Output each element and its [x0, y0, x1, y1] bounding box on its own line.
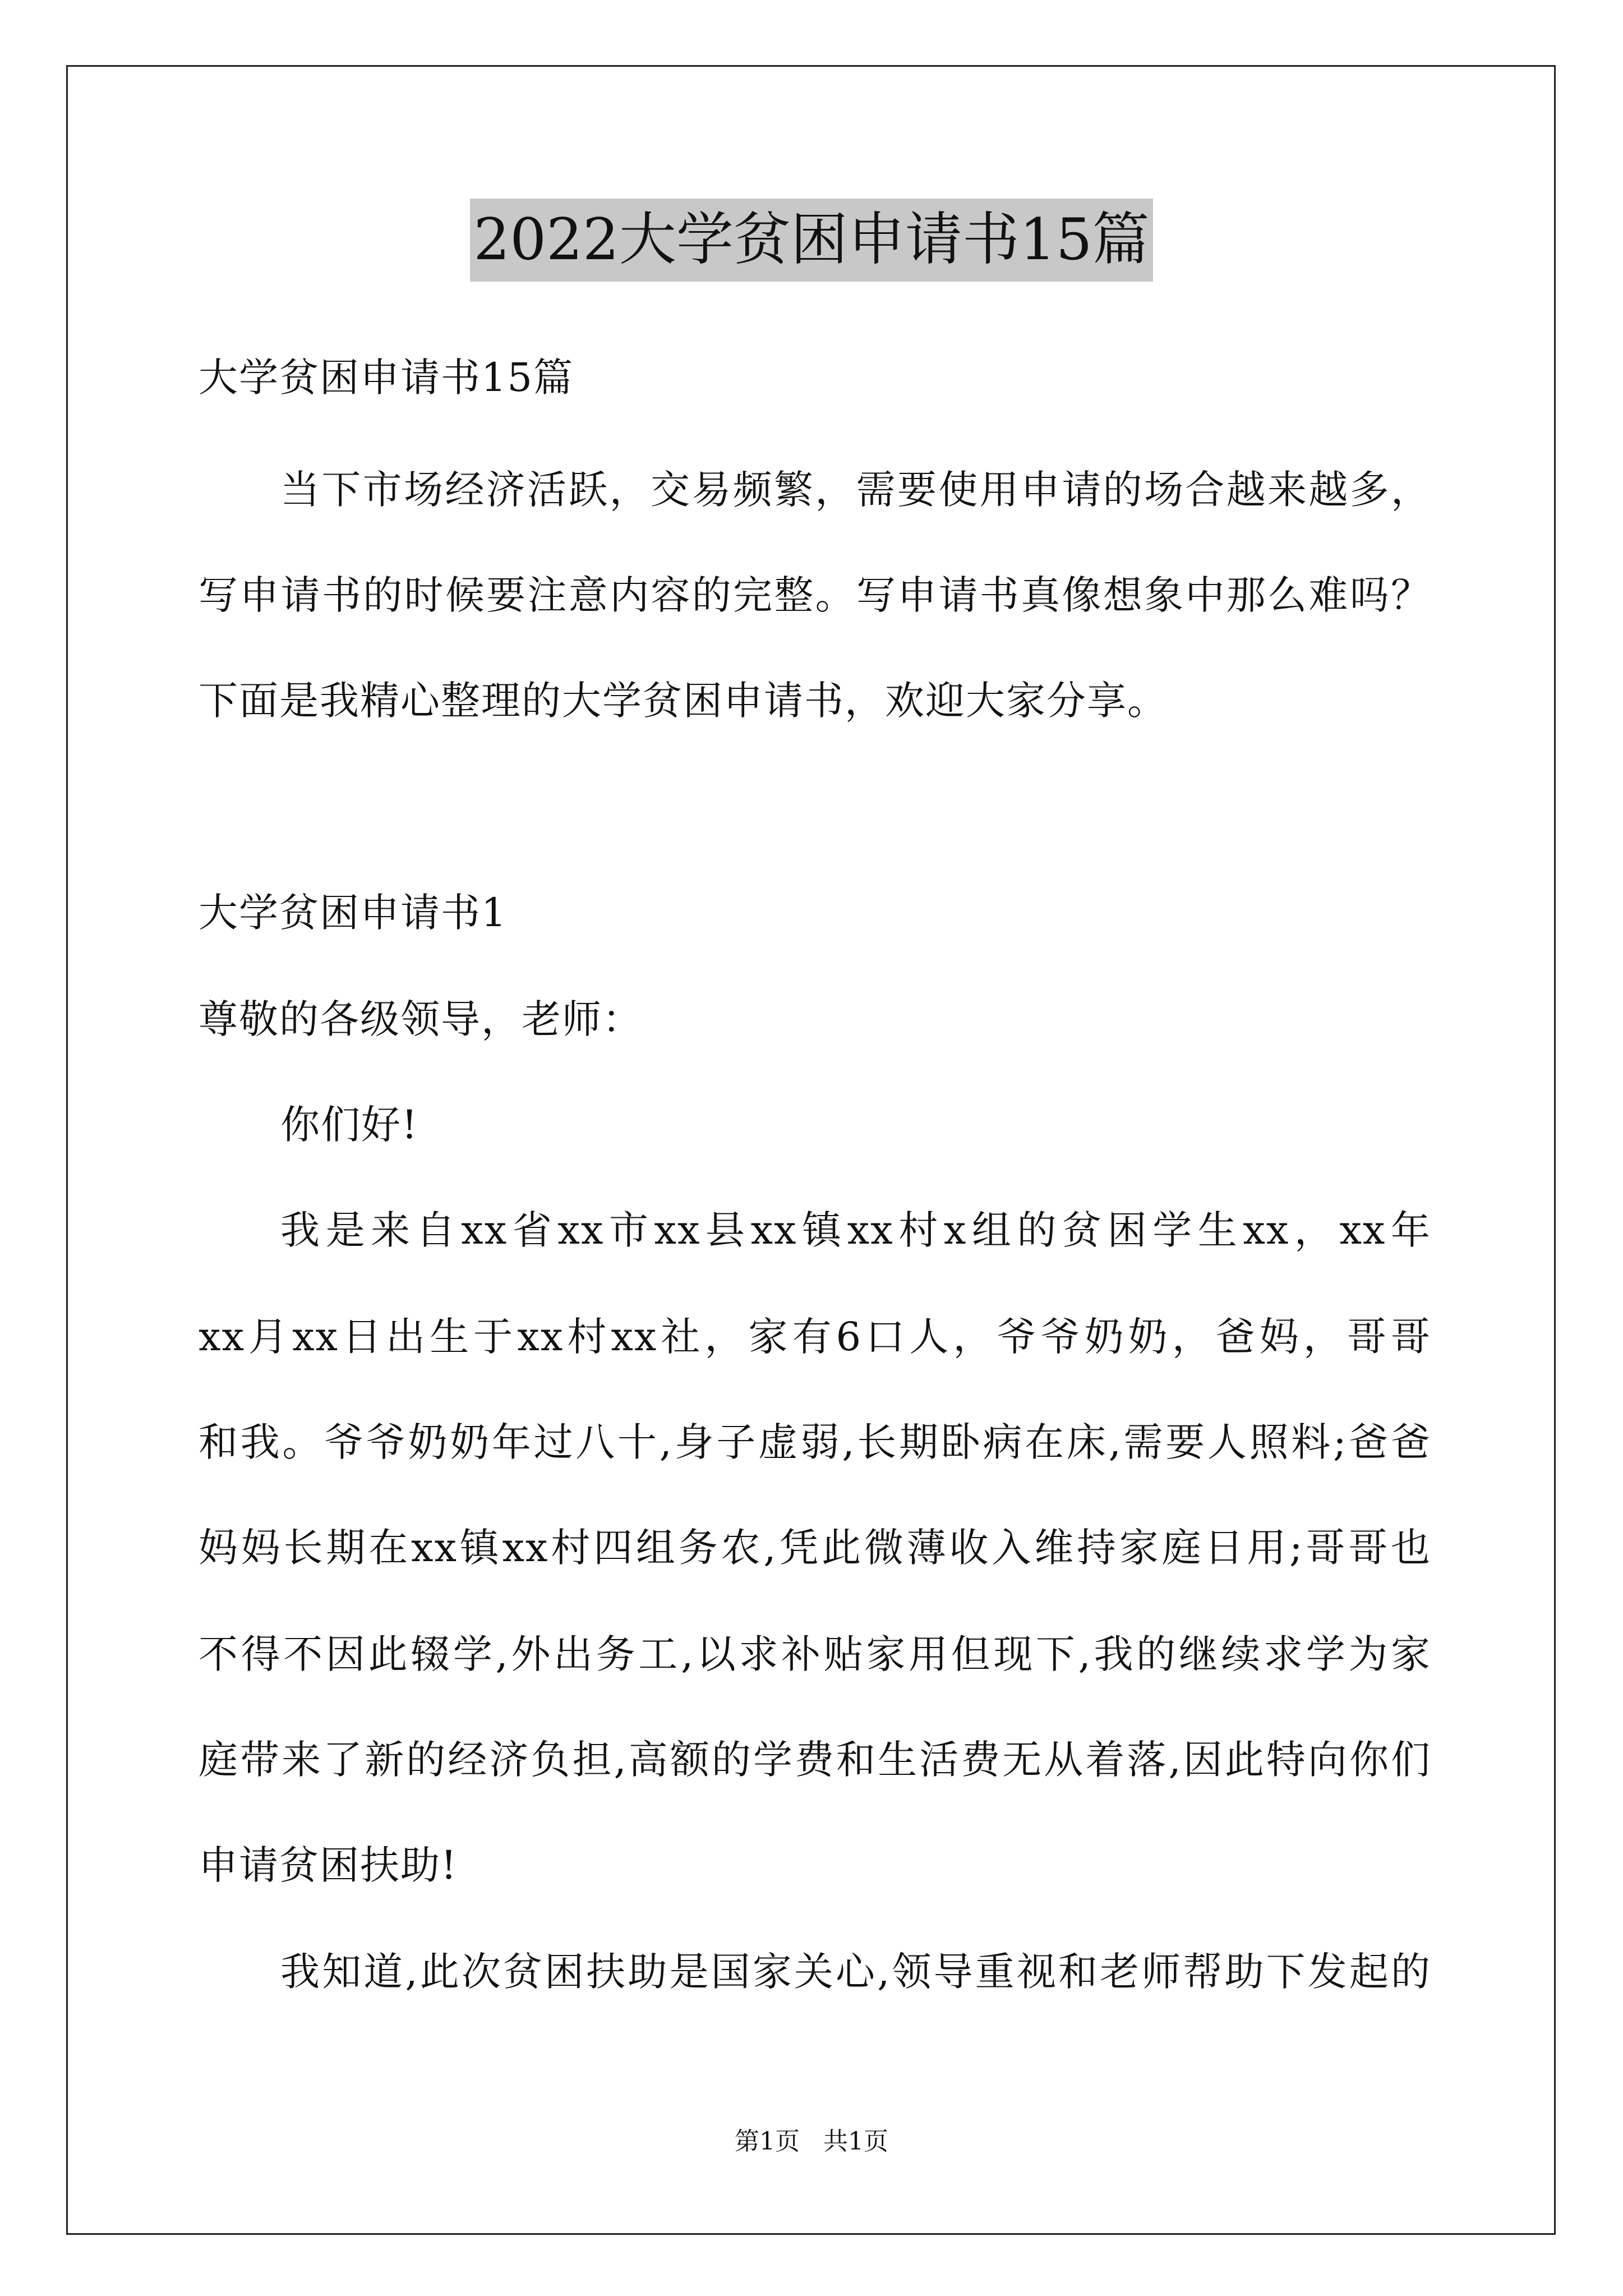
intro-line-1: 当下市场经济活跃，交易频繁，需要使用申请的场合越来越多，: [280, 467, 1431, 513]
page-total: 共1页: [823, 2127, 888, 2156]
subtitle-line: 大学贫困申请书15篇: [199, 355, 574, 401]
page-footer: [0, 2125, 1623, 2159]
section-heading: 大学贫困申请书1: [199, 890, 508, 936]
body-line-8: 我知道,此次贫困扶助是国家关心,领导重视和老师帮助下发起的: [280, 1949, 1431, 1995]
body-line-3: 和我。爷爷奶奶年过八十,身子虚弱,长期卧病在床,需要人照料;爸爸: [199, 1419, 1431, 1465]
intro-line-3: 下面是我精心整理的大学贫困申请书，欢迎大家分享。: [199, 678, 1168, 724]
body-line-7: 申请贫困扶助!: [199, 1842, 458, 1888]
body-line-6: 庭带来了新的经济负担,高额的学费和生活费无从着落,因此特向你们: [199, 1737, 1431, 1783]
intro-line-2: 写申请书的时候要注意内容的完整。写申请书真像想象中那么难吗？: [199, 572, 1431, 618]
document-title: 2022大学贫困申请书15篇: [470, 199, 1152, 282]
body-line-4: 妈妈长期在xx镇xx村四组务农,凭此微薄收入维持家庭日用;哥哥也: [199, 1525, 1431, 1571]
body-line-2: xx月xx日出生于xx村xx社，家有6口人，爷爷奶奶，爸妈，哥哥: [199, 1314, 1431, 1360]
page-number: 第1页: [735, 2127, 800, 2156]
salutation: 尊敬的各级领导，老师：: [199, 996, 643, 1042]
body-line-5: 不得不因此辍学,外出务工,以求补贴家用但现下,我的继续求学为家: [199, 1631, 1431, 1677]
body-line-1: 我是来自xx省xx市xx县xx镇xx村x组的贫困学生xx，xx年: [280, 1207, 1431, 1253]
title-container: [0, 199, 1623, 282]
greeting: 你们好!: [280, 1102, 419, 1148]
